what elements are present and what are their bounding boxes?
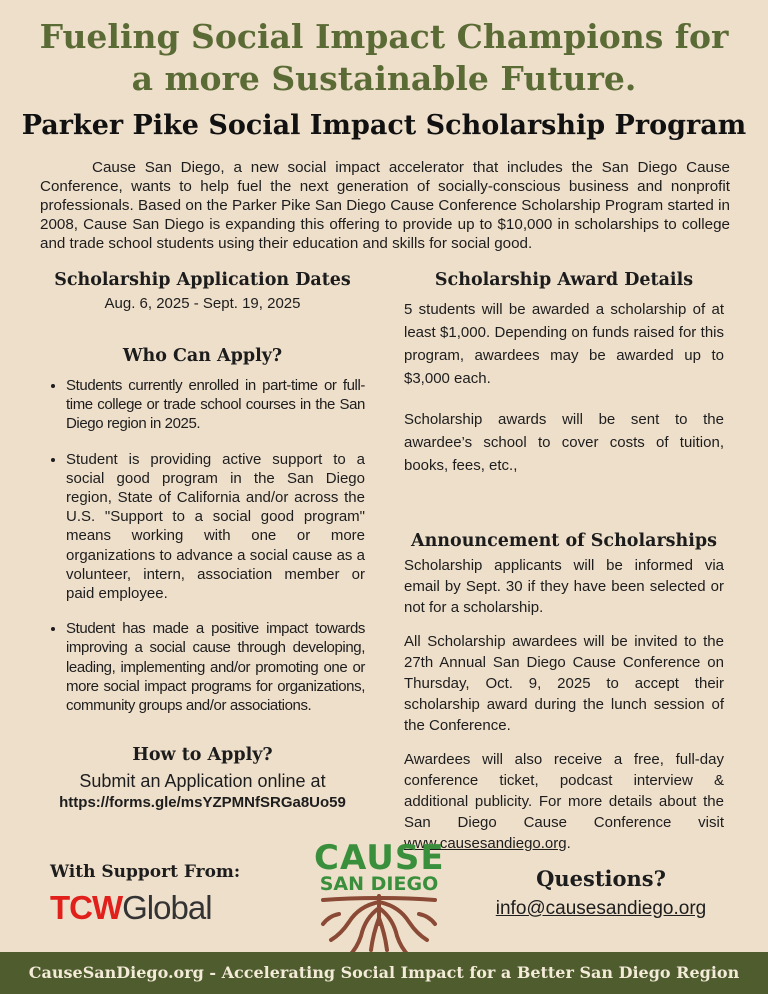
how-text: Submit an Application online at xyxy=(79,771,326,792)
dates-range: Aug. 6, 2025 - Sept. 19, 2025 xyxy=(104,295,301,312)
program-title: Parker Pike Social Impact Scholarship Program xyxy=(21,110,747,141)
announcement-heading: Announcement of Scholarships xyxy=(411,531,717,551)
award-paragraph-1: 5 students will be awarded a scholarship of at least $1,000. Depending on funds raised for this program, awardees may be awarded up to $3,000 each. xyxy=(404,301,724,387)
right-column xyxy=(404,268,724,854)
application-link[interactable]: https://forms.gle/msYZPMNfSRGa8Uo59 xyxy=(59,794,346,812)
logo-line-2: SAN DIEGO xyxy=(319,873,439,895)
support-label: With Support From: xyxy=(50,862,241,882)
announcement-paragraph-2: All Scholarship awardees will be invited to the 27th Annual San Diego Cause Conference on Thursday, Oct. 9, 2025 to accept their scholarship award during the lunch session of the Conference. xyxy=(404,633,724,734)
award-paragraph-2: Scholarship awards will be sent to the awardee’s school to cover costs of tuition, books, fees, etc., xyxy=(404,411,724,474)
headline-line-1: Fueling Social Impact Champions for xyxy=(39,17,729,56)
headline xyxy=(0,16,768,100)
sponsor-logo-part2: Global xyxy=(122,889,212,926)
announcement-paragraph-3-end: . xyxy=(566,835,571,852)
footer-banner: CauseSanDiego.org - Accelerating Social Impact for a Better San Diego Region xyxy=(0,952,768,994)
intro-paragraph xyxy=(40,158,730,253)
headline-line-2: a more Sustainable Future. xyxy=(131,59,637,98)
eligibility-item: • Students currently enrolled in part-time or full-time college or trade school courses in the San Diego region in 2025. xyxy=(66,376,365,434)
announcement-paragraph-1: Scholarship applicants will be informed via email by Sept. 30 if they have been selected or not for a scholarship. xyxy=(404,557,724,616)
how-heading: How to Apply? xyxy=(132,745,273,766)
sponsor-logo-part1: TCW xyxy=(50,889,123,926)
announcement-paragraph-3 xyxy=(404,749,724,854)
website-link[interactable]: www.causesandiego.org xyxy=(404,835,567,852)
intro-text: Cause San Diego, a new social impact accelerator that includes the San Diego Cause Conference, wants to help fuel the next generation of socially-conscious business and nonprofit professionals. Based on the Parker Pike San Diego Cause Conference Scholarship Program started in 2008, Cause San Diego is expanding this offering to provide up to $10,000 in scholarships to college and trade school students using their education and skills for social good. xyxy=(40,159,730,252)
left-column xyxy=(40,268,365,813)
who-heading: Who Can Apply? xyxy=(122,346,283,366)
eligibility-item: • Student has made a positive impact towards improving a social cause through developing, leading, implementing and/or promoting one or more social impact programs for organizations, community groups and/or associations. xyxy=(66,619,365,715)
award-heading: Scholarship Award Details xyxy=(434,270,694,290)
logo-line-1: CAUSE xyxy=(314,838,445,878)
sponsor-logo xyxy=(50,888,212,928)
questions-heading: Questions? xyxy=(536,866,666,891)
contact-email[interactable]: info@causesandiego.org xyxy=(495,898,707,919)
eligibility-item: • Student is providing active support to a social good program in the San Diego region, State of California and/or across the U.S. "Support to a social good program" means working with one or more organizations to advance a social cause as a volunteer, intern, association member or paid employee. xyxy=(66,450,365,604)
cause-san-diego-logo xyxy=(314,838,445,967)
dates-heading: Scholarship Application Dates xyxy=(54,270,351,290)
announcement-paragraph-3-text: Awardees will also receive a free, full-day conference ticket, podcast interview & additional publicity. For more details about the San Diego Cause Conference visit xyxy=(404,751,724,831)
eligibility-list xyxy=(40,376,365,715)
